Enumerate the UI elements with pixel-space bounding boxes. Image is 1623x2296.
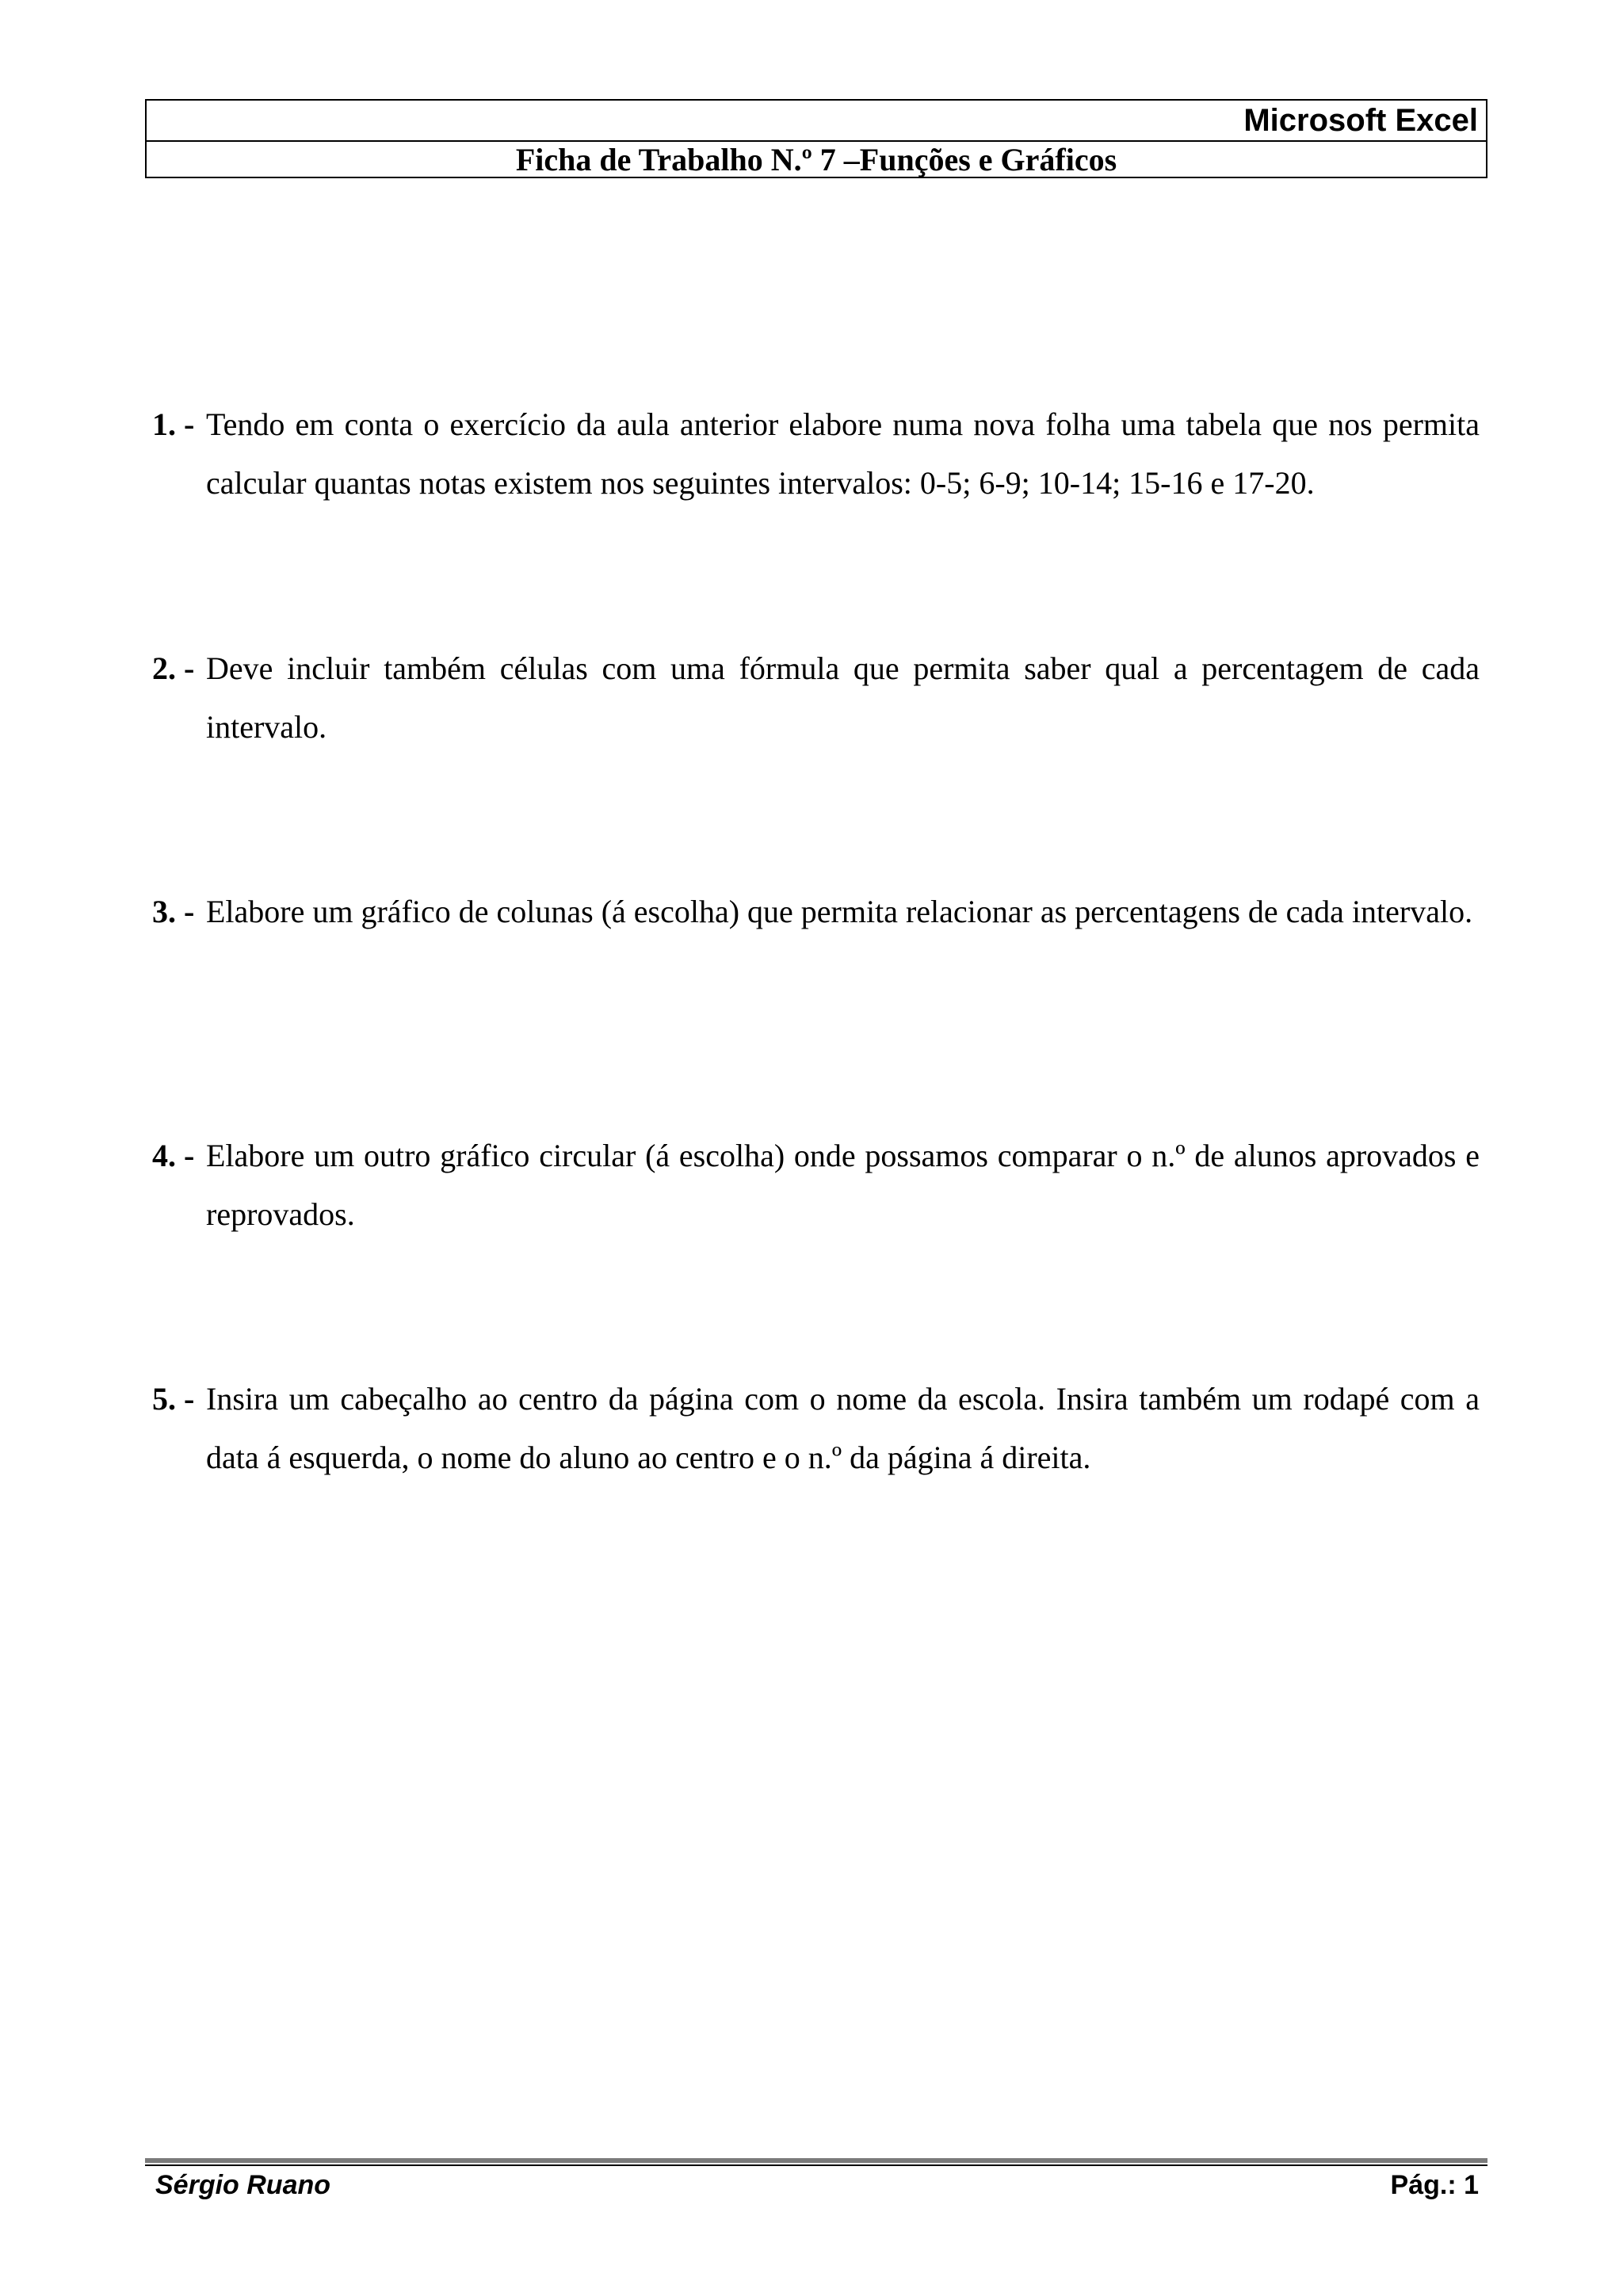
question-3 <box>152 883 1480 941</box>
question-number: 2. - <box>152 650 195 686</box>
question-number: 4. - <box>152 1138 195 1173</box>
question-text: Insira um cabeçalho ao centro da página com o nome da escola. Insira também um rodapé com a data á esquerda, o nome do aluno ao centro e o n.º da página á direita. <box>206 1381 1480 1475</box>
question-text: Tendo em conta o exercício da aula anterior elabore numa nova folha uma tabela que nos permita calcular quantas notas existem nos seguintes intervalos: 0-5; 6-9; 10-14; 15-16 e 17-20. <box>206 406 1480 501</box>
worksheet-title: Ficha de Trabalho N.º 7 –Funções e Gráficos <box>515 142 1117 177</box>
question-text: Elabore um outro gráfico circular (á escolha) onde possamos comparar o n.º de alunos aprovados e reprovados. <box>206 1138 1480 1232</box>
question-number: 5. - <box>152 1381 195 1417</box>
app-name: Microsoft Excel <box>147 101 1486 142</box>
footer-divider <box>145 2158 1487 2163</box>
question-number: 3. - <box>152 894 195 929</box>
footer-author: Sérgio Ruano <box>155 2170 331 2200</box>
question-4 <box>152 1127 1480 1244</box>
question-number: 1. - <box>152 406 195 442</box>
footer-page-number: Pág.: 1 <box>1390 2170 1479 2200</box>
question-2 <box>152 639 1480 757</box>
question-5 <box>152 1370 1480 1487</box>
question-1 <box>152 395 1480 513</box>
document-header <box>145 99 1487 178</box>
question-text: Elabore um gráfico de colunas (á escolha) que permita relacionar as percentagens de cada intervalo. <box>206 894 1473 929</box>
footer-divider-inner <box>145 2164 1487 2166</box>
question-text: Deve incluir também células com uma fórmula que permita saber qual a percentagem de cada intervalo. <box>206 650 1480 745</box>
